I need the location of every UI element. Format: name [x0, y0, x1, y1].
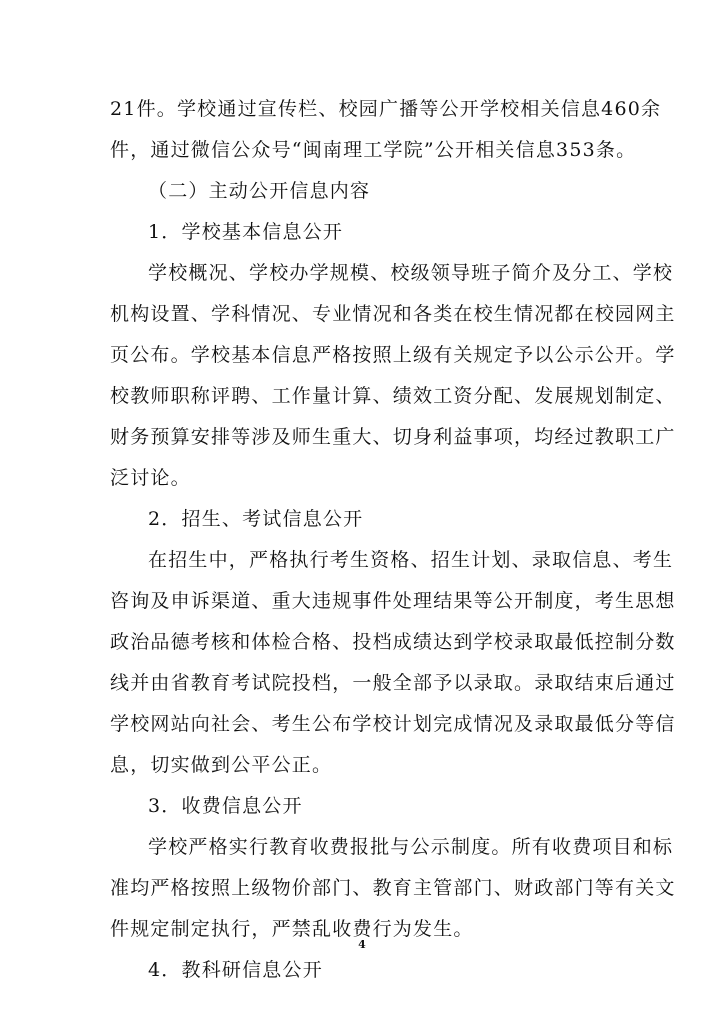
body-line: 21件。学校通过宣传栏、校园广播等公开学校相关信息460余 — [110, 98, 662, 120]
paragraph-first-line: 在招生中，严格执行考生资格、招生计划、录取信息、考生 — [148, 549, 674, 571]
paragraph-first-line: 学校严格实行教育收费报批与公示制度。所有收费项目和标 — [148, 836, 674, 858]
document-body — [110, 89, 676, 991]
body-line: 学校网站向社会、考生公布学校计划完成情况及录取最低分等信 — [110, 713, 676, 735]
body-line: 准均严格按照上级物价部门、教育主管部门、财政部门等有关文 — [110, 877, 676, 899]
body-line: 息，切实做到公平公正。 — [110, 754, 333, 776]
body-line: 件规定制定执行，严禁乱收费行为发生。 — [110, 918, 474, 940]
body-line: 机构设置、学科情况、专业情况和各类在校生情况都在校园网主 — [110, 303, 676, 325]
subsection-heading: 3．收费信息公开 — [148, 795, 303, 817]
subsection-heading: 1．学校基本信息公开 — [148, 221, 344, 243]
subsection-heading: 2．招生、考试信息公开 — [148, 508, 364, 530]
subsection-heading: 4．教科研信息公开 — [148, 959, 323, 981]
section-heading: （二）主动公开信息内容 — [148, 180, 371, 202]
body-line: 财务预算安排等涉及师生重大、切身利益事项，均经过教职工广 — [110, 426, 676, 448]
paragraph-first-line: 学校概况、学校办学规模、校级领导班子简介及分工、学校 — [148, 262, 674, 284]
body-line: 咨询及申诉渠道、重大违规事件处理结果等公开制度，考生思想 — [110, 590, 676, 612]
body-line: 件，通过微信公众号“闽南理工学院”公开相关信息353条。 — [110, 139, 637, 161]
body-line: 政治品德考核和体检合格、投档成绩达到学校录取最低控制分数 — [110, 631, 676, 653]
page-number: 4 — [358, 938, 366, 951]
body-line: 线并由省教育考试院投档，一般全部予以录取。录取结束后通过 — [110, 672, 676, 694]
body-line: 泛讨论。 — [110, 467, 191, 489]
body-line: 页公布。学校基本信息严格按照上级有关规定予以公示公开。学 — [110, 344, 676, 366]
body-line: 校教师职称评聘、工作量计算、绩效工资分配、发展规划制定、 — [110, 385, 676, 407]
